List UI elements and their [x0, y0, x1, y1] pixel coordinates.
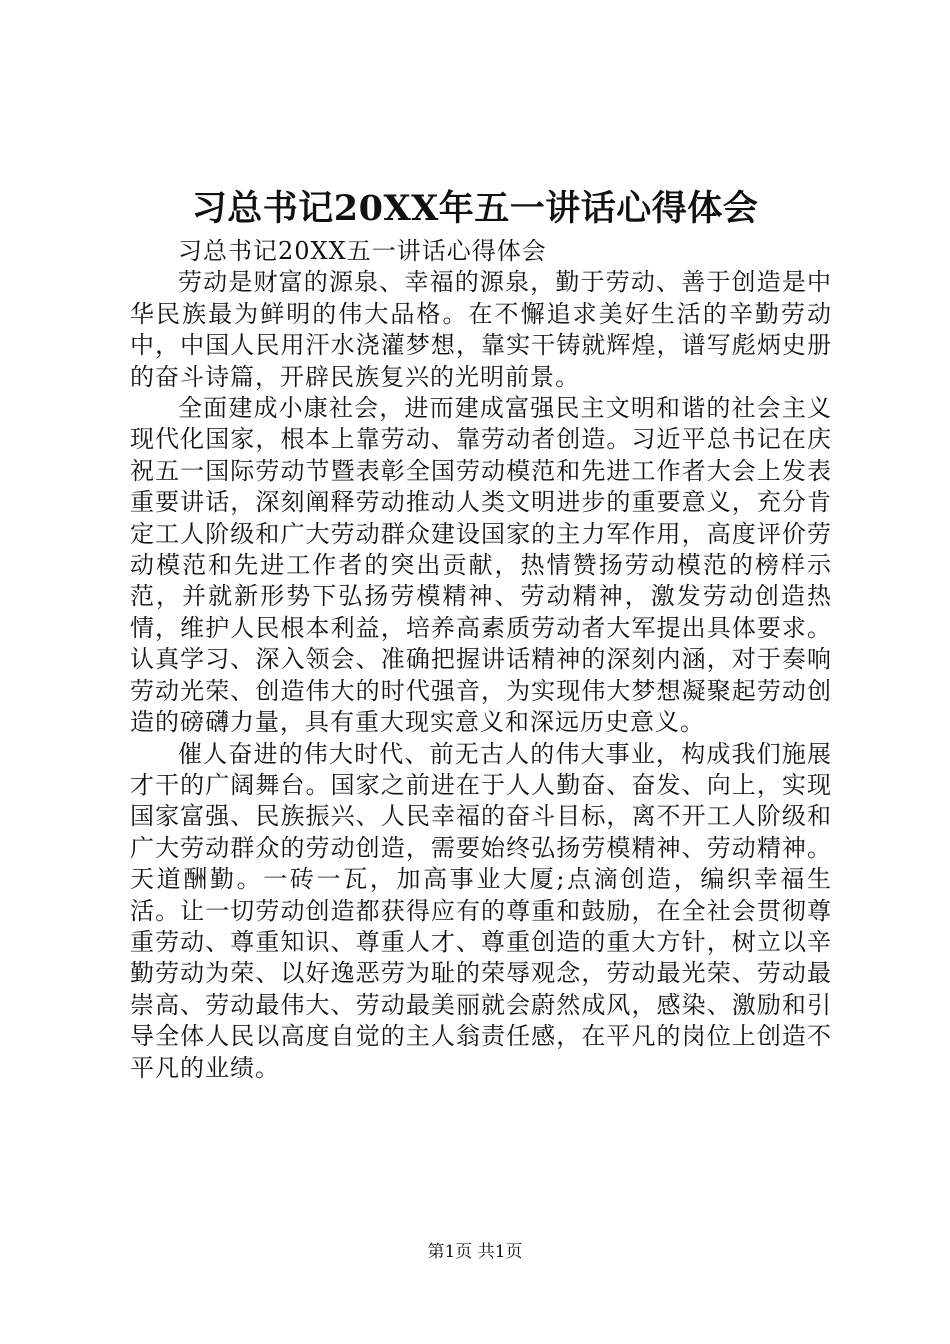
document-title: 习总书记20XX年五一讲话心得体会	[191, 188, 759, 229]
paragraph-1: 劳动是财富的源泉、幸福的源泉，勤于劳动、善于创造是中华民族最为鲜明的伟大品格。在不懈追求美好生活的辛勤劳动中，中国人民用汗水浇灌梦想，靠实干铸就辉煌，谱写彪炳史册的奋斗诗篇，开辟民族复兴的光明前景。	[130, 268, 832, 391]
paragraph-2: 全面建成小康社会，进而建成富强民主文明和谐的社会主义现代化国家，根本上靠劳动、靠劳动者创造。习近平总书记在庆祝五一国际劳动节暨表彰全国劳动模范和先进工作者大会上发表重要讲话，深刻阐释劳动推动人类文明进步的重要意义，充分肯定工人阶级和广大劳动群众建设国家的主力军作用，高度评价劳动模范和先进工作者的突出贡献，热情赞扬劳动模范的榜样示范，并就新形势下弘扬劳模精神、劳动精神，激发劳动创造热情，维护人民根本利益，培养高素质劳动者大军提出具体要求。认真学习、深入领会、准确把握讲话精神的深刻内涵，对于奏响劳动光荣、创造伟大的时代强音，为实现伟大梦想凝聚起劳动创造的磅礴力量，具有重大现实意义和深远历史意义。	[130, 394, 832, 737]
document-body	[130, 236, 832, 1084]
document-subtitle: 习总书记20XX五一讲话心得体会	[178, 237, 547, 265]
page-number-footer: 第1页 共1页	[427, 1242, 523, 1262]
paragraph-3: 催人奋进的伟大时代、前无古人的伟大事业，构成我们施展才干的广阔舞台。国家之前进在于人人勤奋、奋发、向上，实现国家富强、民族振兴、人民幸福的奋斗目标，离不开工人阶级和广大劳动群众的劳动创造，需要始终弘扬劳模精神、劳动精神。天道酬勤。一砖一瓦，加高事业大厦;点滴创造，编织幸福生活。让一切劳动创造都获得应有的尊重和鼓励，在全社会贯彻尊重劳动、尊重知识、尊重人才、尊重创造的重大方针，树立以辛勤劳动为荣、以好逸恶劳为耻的荣辱观念，劳动最光荣、劳动最崇高、劳动最伟大、劳动最美丽就会蔚然成风，感染、激励和引导全体人民以高度自觉的主人翁责任感，在平凡的岗位上创造不平凡的业绩。	[130, 739, 832, 1082]
